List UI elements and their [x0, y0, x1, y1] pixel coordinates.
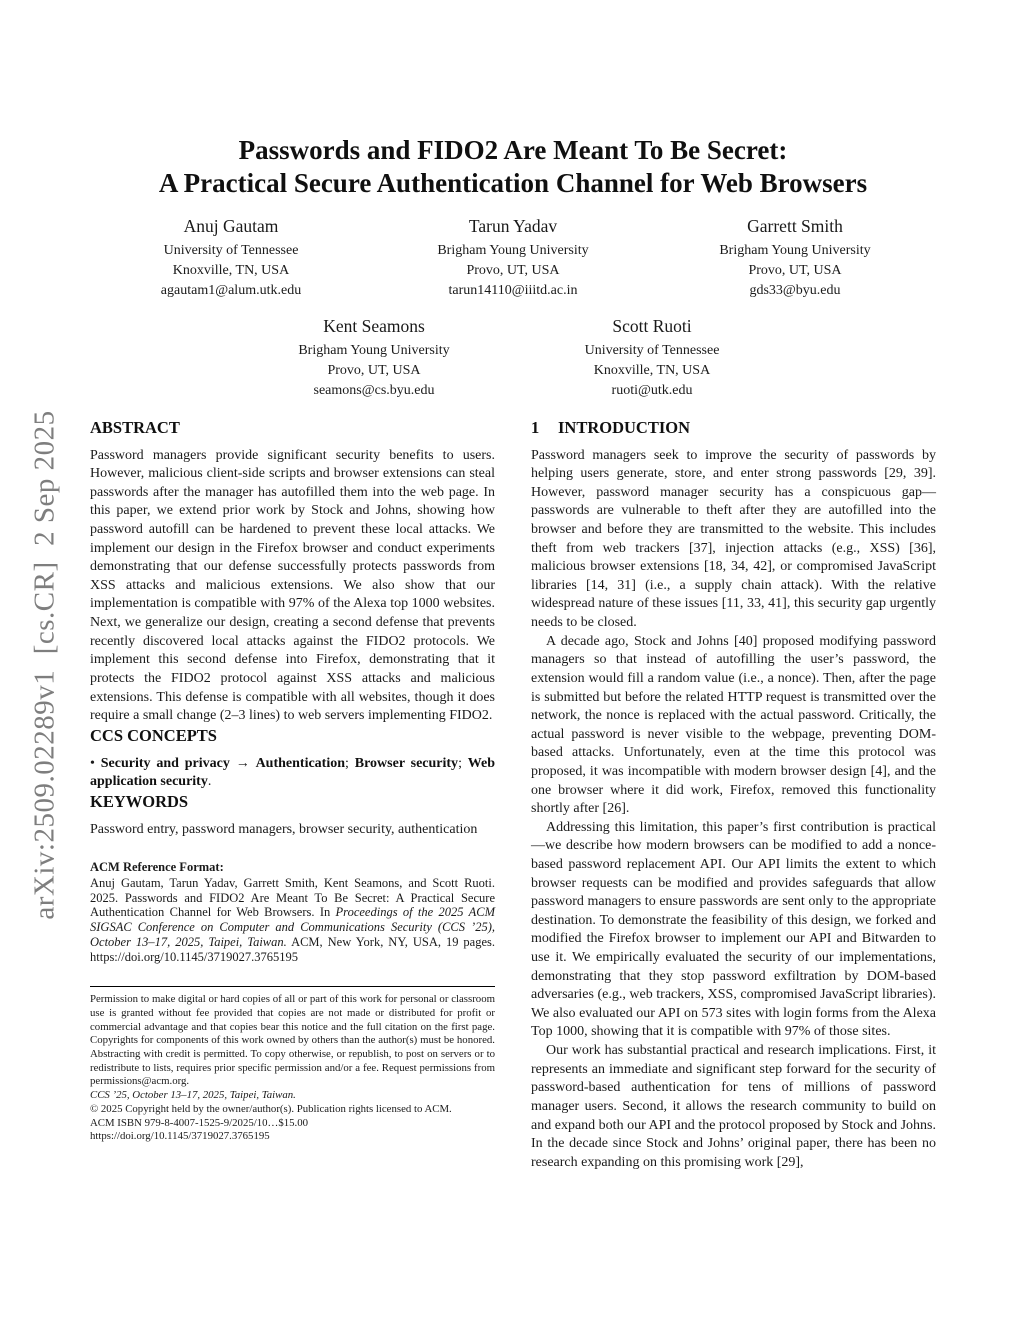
intro-paragraph: Password managers seek to improve the security of passwords by helping users generate, store, and enter strong passwords [29, 39]. However, password manager security has a conspicuous gap—passwords are vulnerable to theft after they are autofilled into the browser and before they are transmitted to the website. This includes theft from web trackers [37], injection attacks (e.g., XSS) [36], malicious browser extensions [18, 34, 42], or compromised JavaScript libraries [14, 31] (i.e., a supply chain attack). With the relative widespread nature of these issues [11, 33, 41], this security gap urgently needs to be closed. [531, 447, 936, 631]
intro-paragraph: Our work has substantial practical and research implications. First, it represents an immediate and significant step forward for the security of password-based authentication for tens of millions of password manager users. Second, it allows the research community to build on and expand both our API and the protocol proposed by Stock and Johns. In the decade since Stock and Johns’ original paper, there has been no research expanding on this promising work [29], [531, 1043, 936, 1170]
abstract-text: Password managers provide significant security benefits to users. However, malicious client-side scripts and browser extensions can steal passwords after the manager has autofilled them into the web page. In this paper, we extend prior work by Stock and Johns, showing how password autofill can be hardened to prevent these local attacks. We implement our design in the Firefox browser and conduct experiments demonstrating that our defense successfully protects passwords from XSS attacks and malicious extensions. We also show that our implementation is compatible with 97% of the Alexa top 1000 websites. Next, we generalize our design, creating a second defense that prevents recently discovered local attacks against the FIDO2 protocols. We implement this second defense into Firefox, demonstrating that it protects the FIDO2 protocol against XSS attacks and malicious extensions. This defense is compatible with all websites, though it does require a small change (2–3 lines) to web servers implementing FIDO2. [90, 447, 495, 724]
isbn-line: ACM ISBN 979-8-4007-1525-9/2025/10…$15.00 [90, 1116, 309, 1129]
author-location: Knoxville, TN, USA [593, 362, 711, 378]
acm-reference-heading: ACM Reference Format: [90, 860, 224, 875]
paper-content [90, 134, 936, 1172]
acm-reference-text: Anuj Gautam, Tarun Yadav, Garrett Smith, Kent Seamons, and Scott Ruoti. 2025. Passwords and FIDO2 Are Meant To Be Secret: A Practical Secure Authentication Channel for Web Browsers. In Proceedings of the 2025 ACM SIGSAC Conference on Computer and Communications Security (CCS ’25), October 13–17, 2025, Taipei, Taiwan. ACM, New York, NY, USA, 19 pages. https://doi.org/10.1145/3719027.3765195 [90, 875, 496, 964]
ccs-bullet: • [90, 755, 95, 771]
author-block [235, 316, 513, 401]
author-block [513, 316, 791, 401]
acm-reference-block [90, 859, 495, 964]
ccs-category: Security and privacy [100, 755, 230, 771]
author-email: tarun14110@iiitd.ac.in [448, 282, 578, 298]
copyright-line: © 2025 Copyright held by the owner/author(s). Publication rights licensed to ACM. [90, 1102, 452, 1115]
authors-row-2 [90, 316, 936, 401]
author-block [372, 216, 654, 301]
paper-title-line1: Passwords and FIDO2 Are Meant To Be Secret: [238, 135, 788, 165]
author-affiliation: University of Tennessee [163, 242, 299, 258]
section-title: INTRODUCTION [558, 417, 691, 437]
author-email: seamons@cs.byu.edu [313, 382, 435, 398]
doi-line: https://doi.org/10.1145/3719027.3765195 [90, 1130, 270, 1143]
author-email: gds33@byu.edu [749, 282, 841, 298]
author-location: Provo, UT, USA [466, 262, 560, 278]
abstract-heading: ABSTRACT [90, 417, 180, 437]
author-location: Provo, UT, USA [327, 362, 421, 378]
author-name: Kent Seamons [323, 315, 425, 336]
author-block [90, 216, 372, 301]
left-column [90, 418, 495, 1144]
ccs-concept: Browser security [354, 755, 459, 771]
section-number: 1 [531, 417, 540, 437]
ccs-concepts-line: • Security and privacy → Authentication; Browser security; Web application security. [90, 755, 496, 790]
ccs-arrow: → [235, 755, 250, 771]
ccs-concept: Authentication [255, 755, 346, 771]
ccs-heading: CCS CONCEPTS [90, 725, 217, 745]
author-location: Knoxville, TN, USA [172, 262, 290, 278]
ccs-concept: Web application security [90, 755, 496, 790]
keywords-text: Password entry, password managers, browser security, authentication [90, 821, 478, 837]
authors-row-1 [90, 216, 936, 301]
paper-title-line2: A Practical Secure Authentication Channel for Web Browsers [158, 168, 868, 199]
intro-paragraph: A decade ago, Stock and Johns [40] proposed modifying password managers so that instead of autofilling the user’s password, the extension would fill a random value (i.e., a nonce). Then, after the page is submitted but before the related HTTP request is transmitted over the network, the nonce is replaced with the actual password. Critically, the actual password is never visible to the webpage, preventing DOM-based attacks. Unfortunately, even at the time this protocol was proposed, it was incompatible with modern browser design [4], and the one browser where it did work, Firefox, removed this functionality shortly after [26]. [531, 633, 936, 817]
footnote-block [90, 986, 495, 1144]
author-name: Anuj Gautam [183, 215, 279, 236]
author-affiliation: Brigham Young University [719, 242, 871, 258]
author-name: Garrett Smith [747, 215, 843, 236]
intro-paragraph: Addressing this limitation, this paper’s first contribution is practical—we describe how modern browsers can be modified to add a nonce-based password replacement API. Our API limits the extent to which browser requests can be modified and provides safeguards that allow password managers to ensure passwords are sent only to the appropriate destination. To demonstrate the feasibility of this design, we forked and modified the Firefox browser to implement our API and Bitwarden to use it. We empirically evaluated the security of our implementations, demonstrating that they stop password exfiltration by DOM-based adversaries (e.g., web trackers, XSS, compromised JavaScript libraries). We also evaluated our API on 573 sites with login forms from the Alexa Top 1000, showing that it is compatible with 97% of those sites. [531, 819, 936, 1040]
arxiv-watermark: arXiv:2509.02289v1 [cs.CR] 2 Sep 2025 [28, 410, 61, 920]
permission-text: Permission to make digital or hard copies of all or part of this work for personal or classroom use is granted without fee provided that copies are not made or distributed for profit or commercial advantage and that copies bear this notice and the full citation on the first page. Copyrights for components of this work owned by others than the author(s) must be honored. Abstracting with credit is permitted. To copy otherwise, or republish, to post on servers or to redistribute to lists, requires prior specific permission and/or a fee. Request permissions from permissions@acm.org. [90, 993, 495, 1088]
keywords-heading: KEYWORDS [90, 791, 189, 811]
author-location: Provo, UT, USA [748, 262, 842, 278]
author-affiliation: Brigham Young University [437, 242, 589, 258]
two-column-body [90, 418, 936, 1173]
author-email: agautam1@alum.utk.edu [160, 282, 302, 298]
right-column [531, 418, 936, 1173]
paper-title [90, 134, 936, 201]
author-email: ruoti@utk.edu [611, 382, 693, 398]
acm-reference-venue: Proceedings of the 2025 ACM SIGSAC Conference on Computer and Communications Security (CCS ’25), October 13–17, 2025, Taipei, Taiwan. [90, 905, 495, 949]
author-block [654, 216, 936, 301]
venue-line: CCS ’25, October 13–17, 2025, Taipei, Taiwan. [90, 1089, 296, 1102]
introduction-heading [531, 418, 936, 438]
author-name: Tarun Yadav [468, 215, 558, 236]
author-affiliation: Brigham Young University [298, 342, 450, 358]
author-name: Scott Ruoti [612, 315, 692, 336]
author-affiliation: University of Tennessee [584, 342, 720, 358]
